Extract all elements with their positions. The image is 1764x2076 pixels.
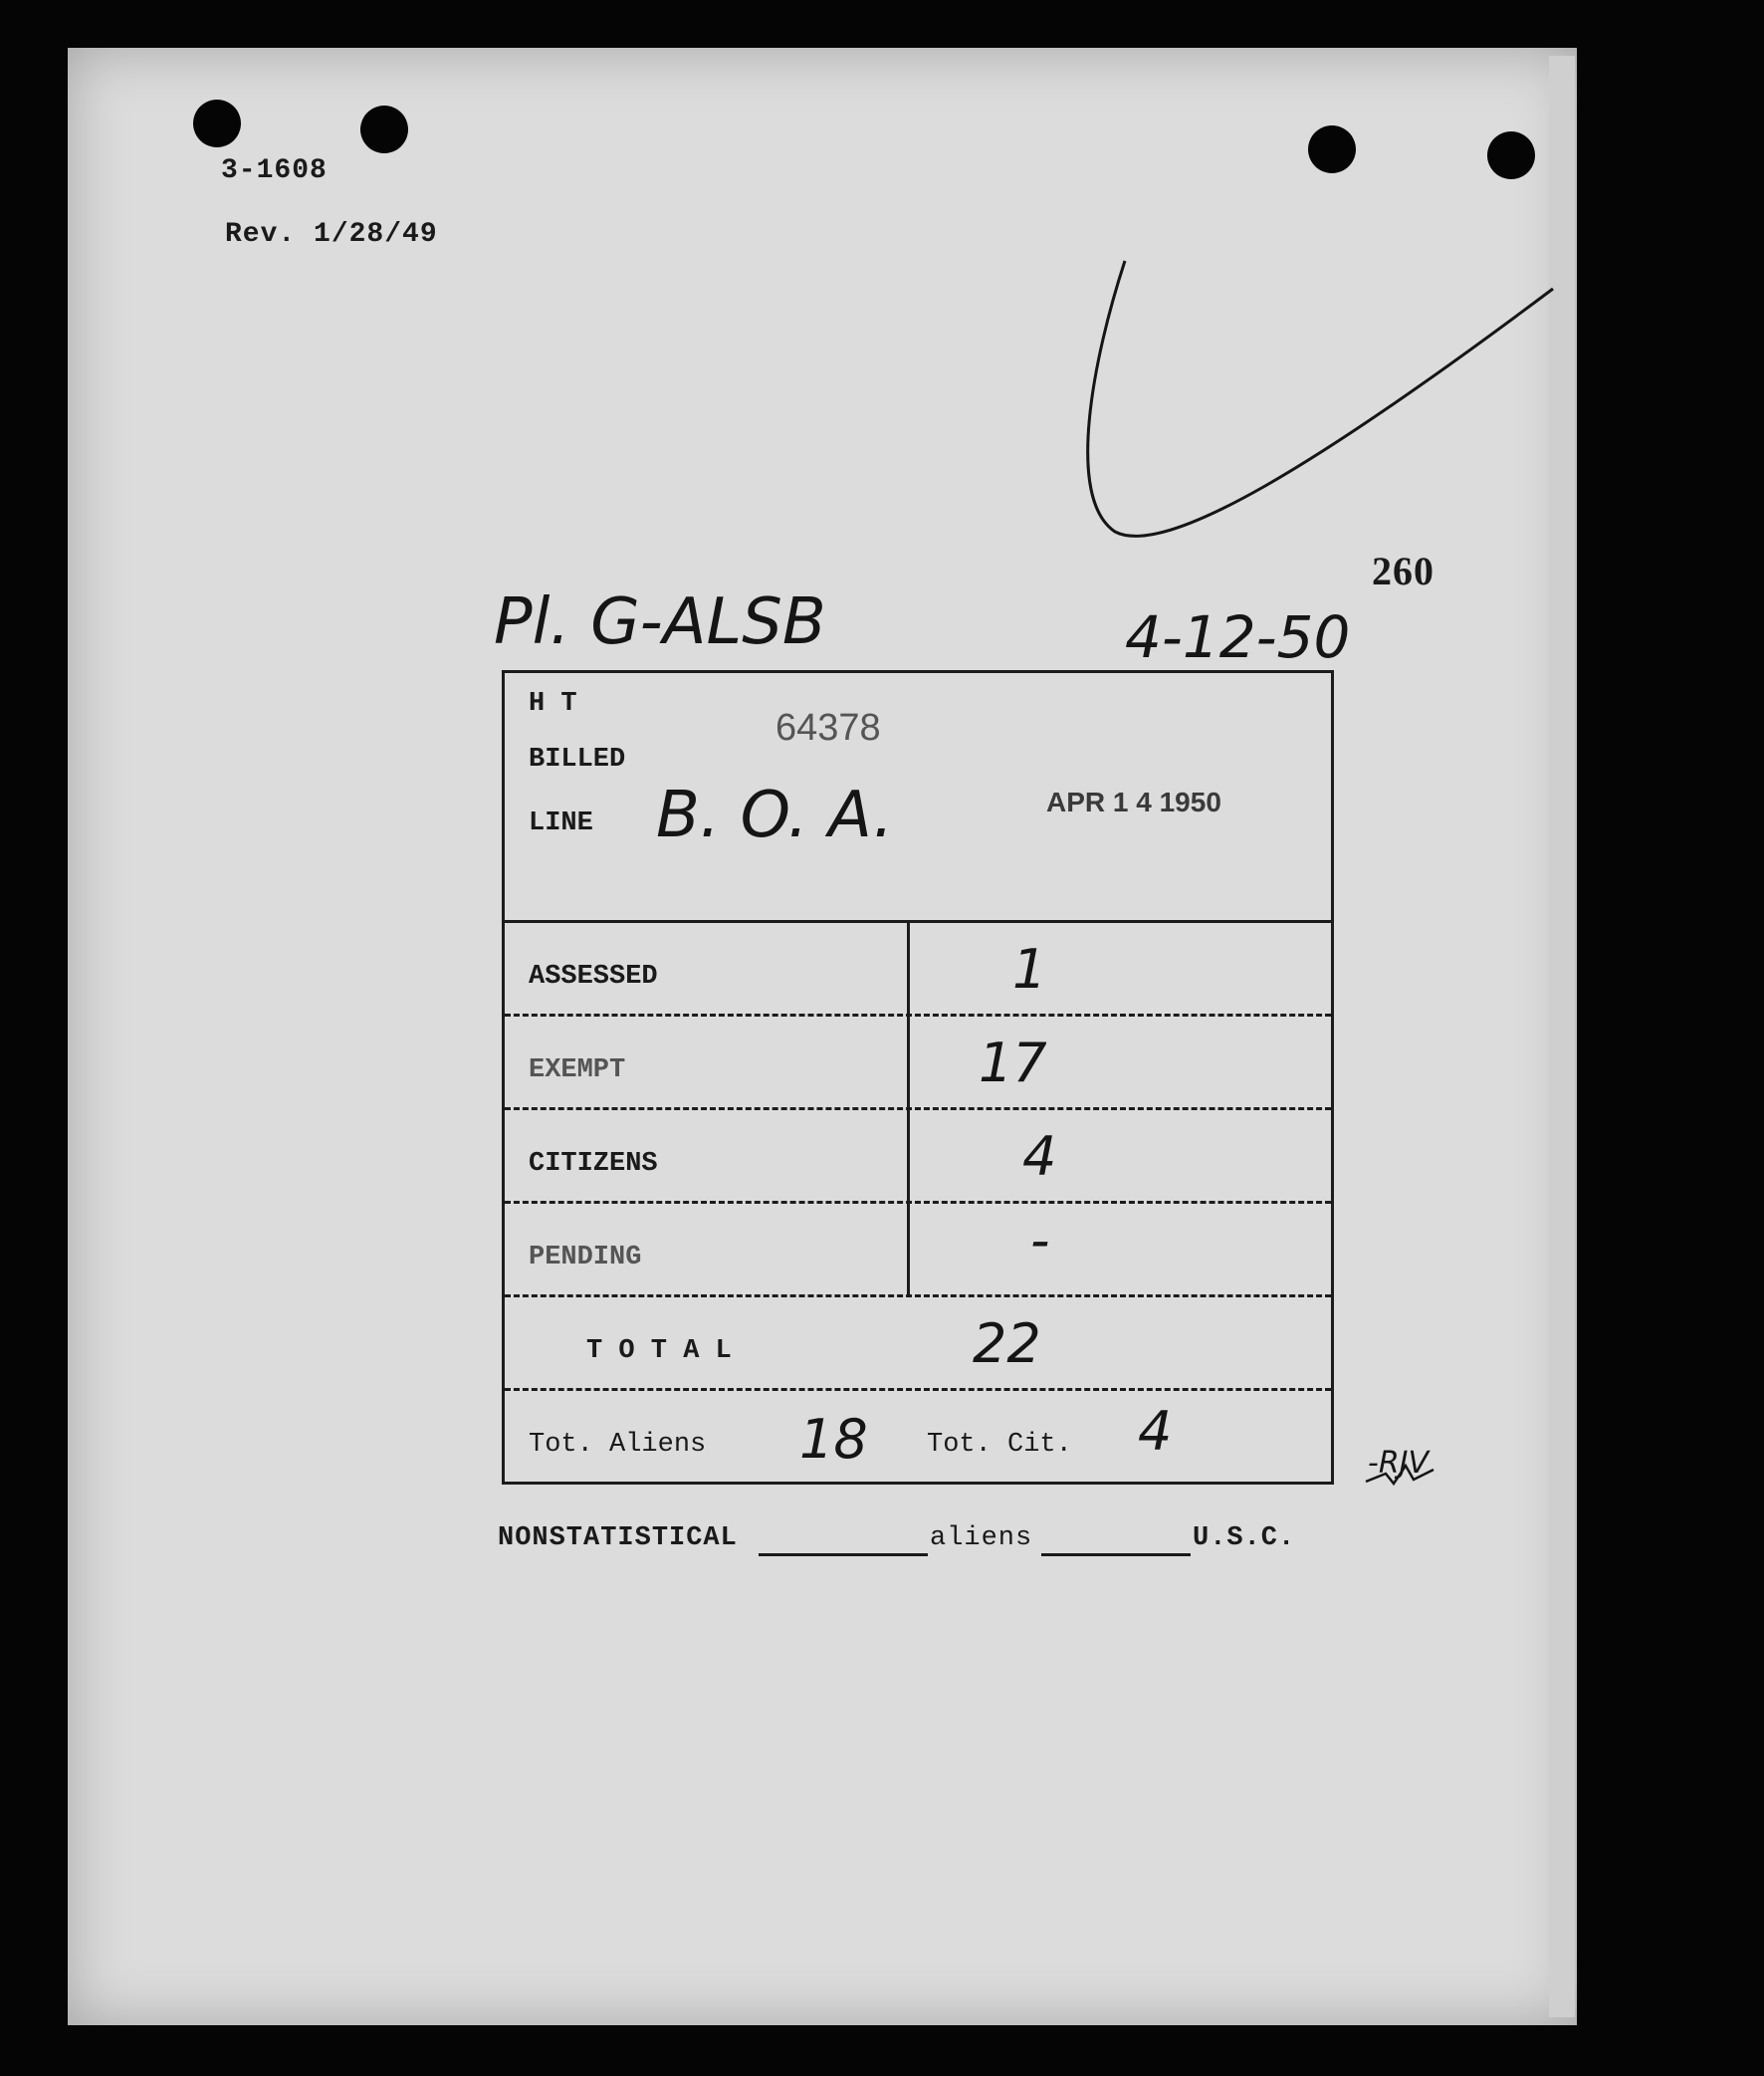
handwritten-date: 4-12-50 [1125, 603, 1351, 671]
revision-date: Rev. 1/28/49 [225, 219, 438, 250]
citizens-label: CITIZENS [529, 1149, 658, 1179]
exempt-label: EXEMPT [529, 1055, 626, 1085]
total-label: T O T A L [586, 1336, 732, 1366]
billed-label: BILLED [529, 745, 626, 775]
line-label: LINE [529, 808, 593, 838]
pending-value: - [1030, 1209, 1050, 1271]
assessed-value: 1 [1012, 938, 1047, 1001]
row-divider [505, 1014, 1331, 1017]
row-divider [505, 920, 1331, 923]
form-number: 3-1608 [221, 155, 328, 186]
handwritten-port: Pl. G-ALSB [494, 585, 826, 659]
row-divider [505, 1294, 1331, 1297]
tot-cit-label: Tot. Cit. [927, 1430, 1072, 1460]
ht-label: H T [529, 689, 577, 719]
manifest-tally-form [502, 670, 1334, 1485]
column-divider [907, 920, 910, 1294]
usc-label: U.S.C. [1193, 1523, 1296, 1553]
date-received-stamp: APR 1 4 1950 [1046, 787, 1221, 817]
nonstatistical-label: NONSTATISTICAL [498, 1523, 738, 1553]
tot-aliens-label: Tot. Aliens [529, 1430, 707, 1460]
page-number: 260 [1372, 549, 1434, 593]
handwritten-initials: -RJV [1368, 1446, 1430, 1481]
nonstatistical-aliens-blank [759, 1553, 928, 1556]
tot-cit-value: 4 [1138, 1400, 1173, 1463]
row-divider [505, 1201, 1331, 1204]
total-value: 22 [973, 1312, 1041, 1375]
ht-number-stamp: 64378 [775, 707, 881, 749]
row-divider [505, 1107, 1331, 1110]
aliens-label: aliens [930, 1523, 1033, 1553]
citizens-value: 4 [1022, 1125, 1057, 1188]
exempt-value: 17 [979, 1032, 1047, 1094]
assessed-label: ASSESSED [529, 962, 658, 992]
pending-label: PENDING [529, 1243, 642, 1272]
tot-aliens-value: 18 [799, 1408, 868, 1471]
row-divider [505, 1388, 1331, 1391]
nonstatistical-usc-blank [1041, 1553, 1191, 1556]
line-value: B. O. A. [656, 779, 894, 852]
